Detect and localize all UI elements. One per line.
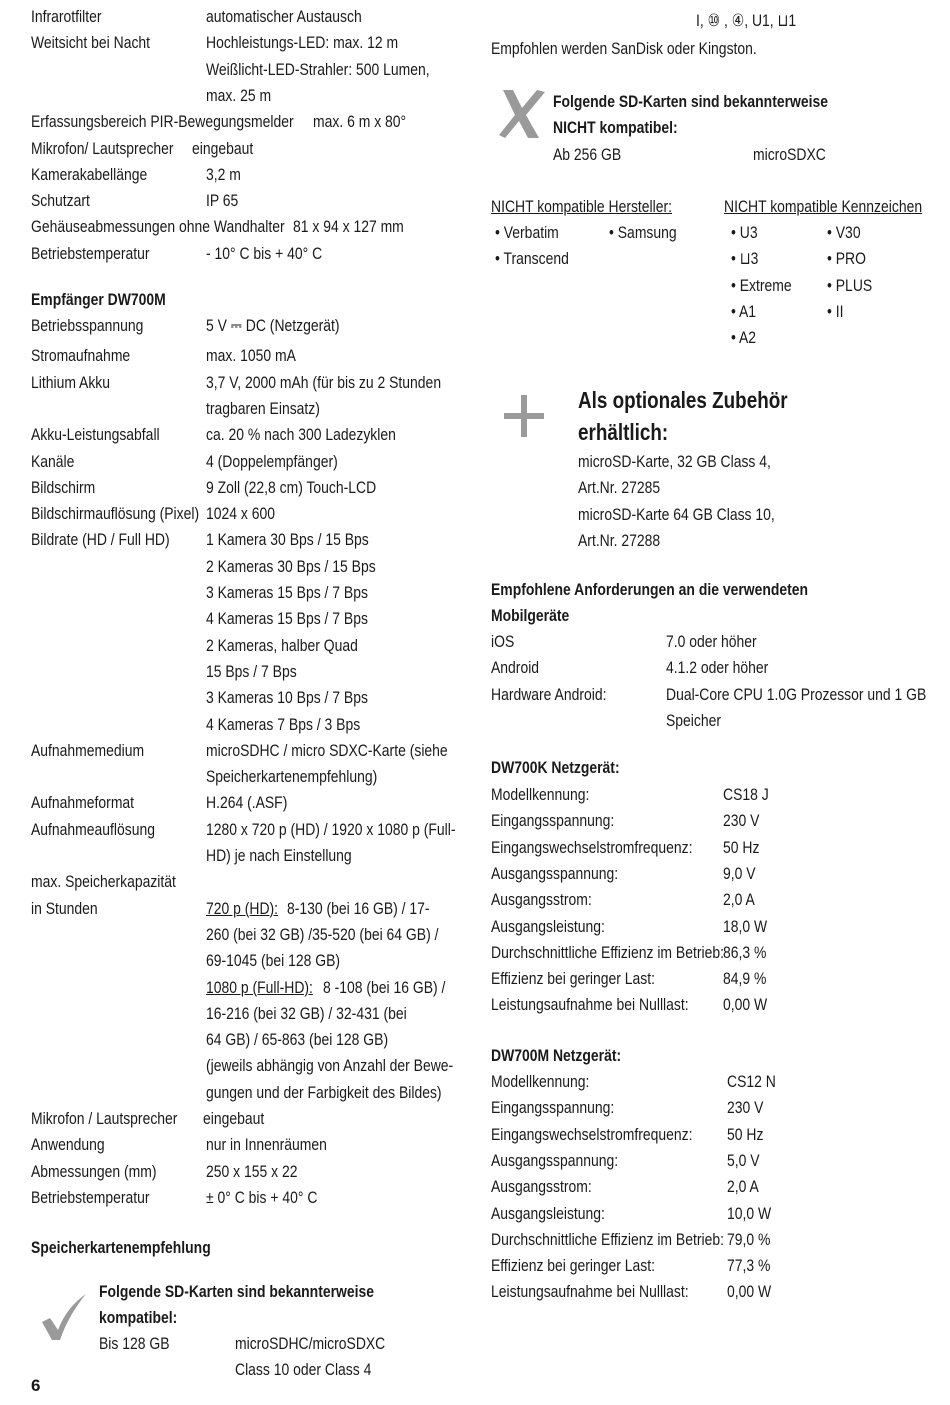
spec-label: Aufnahmemedium <box>31 740 145 760</box>
spec-label: Infrarotfilter <box>31 7 102 26</box>
storage-text: 69-1045 (bei 128 GB) <box>206 951 341 971</box>
manufacturer-item: • Samsung <box>609 223 677 243</box>
spec-value: eingebaut <box>192 138 254 158</box>
spec-label: Ausgangsleistung: <box>491 1203 605 1223</box>
spec-label: Betriebsspannung <box>31 316 144 335</box>
spec-value: 4 Kameras 15 Bps / 7 Bps <box>206 609 368 629</box>
spec-value: Weißlicht-LED-Strahler: 500 Lumen, <box>206 59 430 79</box>
page-number: 6 <box>31 1376 41 1395</box>
spec-label: Eingangswechselstromfrequenz: <box>491 837 693 857</box>
spec-label: iOS <box>491 632 515 651</box>
spec-value: max. 6 m x 80° <box>313 112 407 132</box>
spec-label: Ausgangsleistung: <box>491 916 605 936</box>
marks-heading: NICHT kompatible Kennzeichen <box>724 197 923 216</box>
storage-text: 64 GB) / 65-863 (bei 128 GB) <box>206 1030 389 1050</box>
cross-icon <box>497 88 547 140</box>
mark-item: • PRO <box>827 249 866 269</box>
spec-label: Aufnahmeauflösung <box>31 819 156 839</box>
spec-label: Schutzart <box>31 191 90 211</box>
card-type: microSDXC <box>753 145 826 164</box>
spec-label: Modellkennung: <box>491 785 590 804</box>
spec-label: Stromaufnahme <box>31 346 131 366</box>
spec-value: 18,0 W <box>723 916 768 936</box>
spec-value: 4 (Doppelempfänger) <box>206 451 338 471</box>
storage-text: (jeweils abhängig von Anzahl der Bewe- <box>206 1056 454 1076</box>
spec-value: 15 Bps / 7 Bps <box>206 661 297 681</box>
spec-label: Effizienz bei geringer Last: <box>491 1256 656 1276</box>
spec-value: 1 Kamera 30 Bps / 15 Bps <box>206 530 369 550</box>
spec-value: 2,0 A <box>723 890 755 910</box>
spec-value: 250 x 155 x 22 <box>206 1161 298 1181</box>
spec-label: Ausgangsspannung: <box>491 863 619 883</box>
storage-hd-label: 720 p (HD): <box>206 898 279 918</box>
spec-value: Hochleistungs-LED: max. 12 m <box>206 33 399 53</box>
checkmark-icon <box>38 1292 88 1342</box>
spec-value: 1024 x 600 <box>206 504 275 524</box>
spec-value: max. 25 m <box>206 85 272 105</box>
mark-item: • A1 <box>731 302 756 322</box>
spec-value: 50 Hz <box>723 837 760 857</box>
spec-value: ca. 20 % nach 300 Ladezyklen <box>206 425 396 445</box>
spec-label: Weitsicht bei Nacht <box>31 33 151 53</box>
manufacturer-item: • Verbatim <box>495 223 559 243</box>
mark-item: • A2 <box>731 328 756 348</box>
mobile-title: Empfohlene Anforderungen an die verwendeten <box>491 580 809 599</box>
spec-value: 5 V ⎓ DC (Netzgerät) <box>206 316 340 335</box>
spec-value: 10,0 W <box>727 1203 772 1223</box>
spec-value: HD) je nach Einstellung <box>206 846 352 865</box>
spec-label: Abmessungen (mm) <box>31 1161 157 1181</box>
spec-value: CS12 N <box>727 1072 776 1091</box>
spec-value: 77,3 % <box>727 1256 771 1276</box>
spec-value: tragbaren Einsatz) <box>206 398 320 418</box>
spec-value: 1280 x 720 p (HD) / 1920 x 1080 p (Full- <box>206 819 456 839</box>
spec-label: Hardware Android: <box>491 684 607 704</box>
storage-text: 260 (bei 32 GB) /35-520 (bei 64 GB) / <box>206 924 439 944</box>
spec-label: Kamerakabellänge <box>31 164 148 184</box>
storage-text: gungen und der Farbigkeit des Bildes) <box>206 1082 442 1102</box>
spec-value: ± 0° C bis + 40° C <box>206 1187 318 1207</box>
compatible-title: Folgende SD-Karten sind bekannterweise <box>99 1282 374 1301</box>
spec-label: Lithium Akku <box>31 372 111 392</box>
mark-item: • II <box>827 302 844 322</box>
psu-title: DW700K Netzgerät: <box>491 758 620 777</box>
spec-value: Speicher <box>666 710 722 730</box>
spec-label: Mikrofon/ Lautsprecher <box>31 138 174 158</box>
spec-value: 4 Kameras 7 Bps / 3 Bps <box>206 714 361 734</box>
spec-value: H.264 (.ASF) <box>206 793 288 813</box>
spec-value: 84,9 % <box>723 969 767 989</box>
spec-label: Mikrofon / Lautsprecher <box>31 1109 178 1128</box>
compatible-title: kompatibel: <box>99 1308 178 1327</box>
spec-value: 4.1.2 oder höher <box>666 658 769 678</box>
spec-label: Ausgangsstrom: <box>491 890 592 910</box>
spec-value: 2,0 A <box>727 1177 759 1197</box>
spec-label: Anwendung <box>31 1135 105 1155</box>
spec-value: - 10° C bis + 40° C <box>206 243 323 263</box>
spec-label: Betriebstemperatur <box>31 1187 150 1207</box>
spec-label: Kanäle <box>31 451 75 471</box>
spec-label: Eingangswechselstromfrequenz: <box>491 1124 693 1144</box>
spec-label: Erfassungsbereich PIR-Bewegungsmelder <box>31 112 294 132</box>
spec-value: 3 Kameras 10 Bps / 7 Bps <box>206 688 368 708</box>
spec-label: Durchschnittliche Effizienz im Betrieb: <box>491 1229 724 1249</box>
spec-value: 81 x 94 x 127 mm <box>293 217 404 237</box>
accessory-line: microSD-Karte 64 GB Class 10, <box>578 504 775 524</box>
spec-label: Ausgangsstrom: <box>491 1177 592 1197</box>
spec-label: Ausgangsspannung: <box>491 1150 619 1170</box>
spec-label: Android <box>491 658 540 678</box>
spec-value: 3,7 V, 2000 mAh (für bis zu 2 Stunden <box>206 372 442 392</box>
spec-label: Gehäuseabmessungen ohne Wandhalter <box>31 217 285 237</box>
mark-item: • PLUS <box>827 276 872 296</box>
plus-icon <box>504 395 544 437</box>
spec-label: Aufnahmeformat <box>31 793 135 813</box>
spec-label: max. Speicherkapazität <box>31 872 176 892</box>
spec-value: max. 1050 mA <box>206 346 296 366</box>
spec-label: Bildschirm <box>31 477 96 497</box>
accessory-line: Art.Nr. 27288 <box>578 530 661 550</box>
spec-label: Leistungsaufnahme bei Nulllast: <box>491 1282 689 1302</box>
mark-item: • V30 <box>827 223 861 243</box>
spec-label: Effizienz bei geringer Last: <box>491 969 656 989</box>
incompatible-title: Folgende SD-Karten sind bekannterweise <box>553 92 828 111</box>
spec-value: nur in Innenräumen <box>206 1135 327 1155</box>
spec-label: Durchschnittliche Effizienz im Betrieb: <box>491 942 724 962</box>
spec-label: Akku-Leistungsabfall <box>31 425 160 445</box>
mark-item: • Extreme <box>731 276 792 296</box>
spec-value: automatischer Austausch <box>206 7 362 26</box>
spec-label: Modellkennung: <box>491 1072 590 1091</box>
storage-hd-text: 8-130 (bei 16 GB) / 17- <box>287 898 430 918</box>
spec-label: Betriebstemperatur <box>31 243 150 263</box>
spec-value: 7.0 oder höher <box>666 632 757 651</box>
spec-value: Speicherkartenempfehlung) <box>206 767 378 787</box>
section-title: Speicherkartenempfehlung <box>31 1238 211 1257</box>
spec-value: IP 65 <box>206 191 239 211</box>
recommendation: Empfohlen werden SanDisk oder Kingston. <box>491 39 757 58</box>
spec-value: Dual-Core CPU 1.0G Prozessor und 1 GB <box>666 684 927 704</box>
spec-label: Eingangsspannung: <box>491 1098 615 1118</box>
spec-value: 2 Kameras 30 Bps / 15 Bps <box>206 556 376 576</box>
spec-value: microSDHC / micro SDXC-Karte (siehe <box>206 740 448 760</box>
mark-item: • U3 <box>731 223 758 243</box>
section-title: Empfänger DW700M <box>31 290 166 309</box>
card-type: Class 10 oder Class 4 <box>235 1360 372 1379</box>
spec-value: 0,00 W <box>727 1282 772 1302</box>
accessory-line: microSD-Karte, 32 GB Class 4, <box>578 452 771 471</box>
accessory-title: Als optionales Zubehör <box>578 387 788 413</box>
storage-text: 16-216 (bei 32 GB) / 32-431 (bei <box>206 1003 407 1023</box>
accessory-title: erhältlich: <box>578 419 669 445</box>
manufacturers-heading: NICHT kompatible Hersteller: <box>491 197 673 216</box>
incompatible-title: NICHT kompatibel: <box>553 118 678 137</box>
psu-title: DW700M Netzgerät: <box>491 1046 622 1065</box>
storage-fhd-label: 1080 p (Full-HD): <box>206 977 313 997</box>
spec-label: Bildrate (HD / Full HD) <box>31 530 170 550</box>
spec-value: CS18 J <box>723 785 769 804</box>
spec-value: 86,3 % <box>723 942 767 962</box>
storage-fhd-text: 8 -108 (bei 16 GB) / <box>323 977 446 997</box>
manufacturer-item: • Transcend <box>495 249 569 269</box>
card-size: Ab 256 GB <box>553 145 622 164</box>
mark-item: • ⊔3 <box>731 249 758 269</box>
spec-value: 50 Hz <box>727 1124 764 1144</box>
spec-value: 5,0 V <box>727 1150 760 1170</box>
class-symbols: I, ⑩ , ④, U1, ⊔1 <box>696 11 797 30</box>
spec-value: 3 Kameras 15 Bps / 7 Bps <box>206 583 368 602</box>
spec-value: 2 Kameras, halber Quad <box>206 635 358 655</box>
spec-value: 0,00 W <box>723 995 768 1015</box>
accessory-line: Art.Nr. 27285 <box>578 478 661 498</box>
spec-value: 230 V <box>723 811 760 831</box>
spec-value: 79,0 % <box>727 1229 771 1249</box>
mobile-title: Mobilgeräte <box>491 606 570 625</box>
spec-value: 9,0 V <box>723 863 756 883</box>
spec-value: 3,2 m <box>206 164 241 184</box>
spec-label: Eingangsspannung: <box>491 811 615 831</box>
spec-label: Leistungsaufnahme bei Nulllast: <box>491 995 689 1015</box>
spec-label: in Stunden <box>31 898 98 918</box>
spec-value: 230 V <box>727 1098 764 1118</box>
spec-value: 9 Zoll (22,8 cm) Touch-LCD <box>206 477 377 497</box>
spec-value: eingebaut <box>203 1109 265 1128</box>
card-size: Bis 128 GB <box>99 1334 170 1353</box>
card-type: microSDHC/microSDXC <box>235 1334 386 1353</box>
spec-label: Bildschirmauflösung (Pixel) <box>31 504 200 524</box>
